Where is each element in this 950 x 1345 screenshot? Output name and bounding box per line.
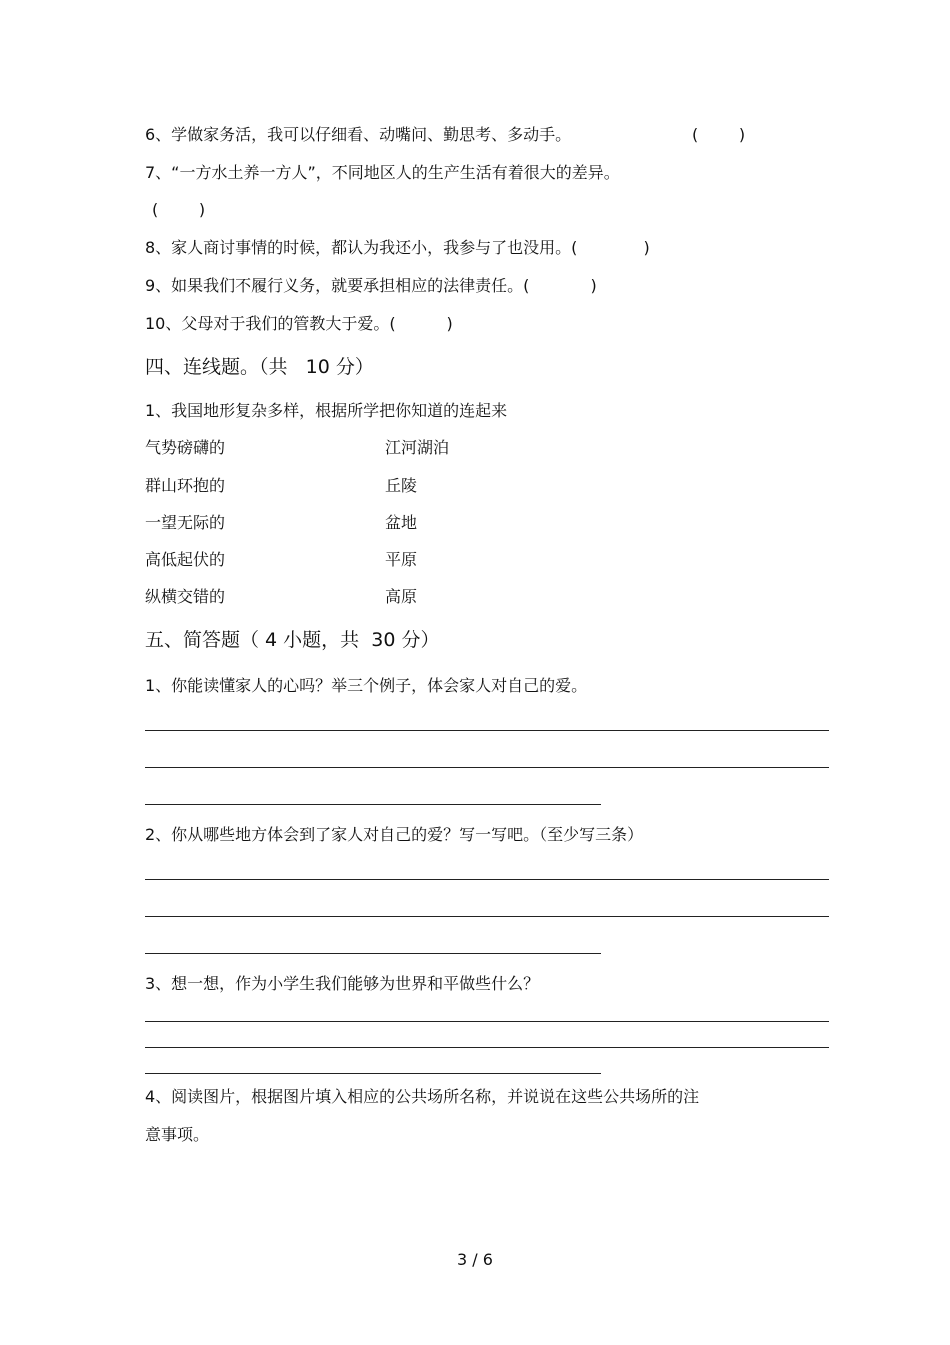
short-question-2: 2、你从哪些地方体会到了家人对自己的爱？写一写吧。（至少写三条）: [145, 825, 644, 844]
match-left-item: 纵横交错的: [145, 587, 226, 606]
answer-paren-7: ( ): [152, 200, 206, 219]
section-4-heading: 四、连线题。（共 10 分）: [145, 356, 374, 378]
answer-line[interactable]: [145, 767, 829, 768]
match-left-item: 群山环抱的: [145, 476, 226, 495]
answer-line[interactable]: [145, 1047, 829, 1048]
answer-line[interactable]: [145, 730, 829, 731]
answer-line[interactable]: [145, 1073, 601, 1074]
question-7: 7、“一方水土养一方人”，不同地区人的生产生活有着很大的差异。: [145, 163, 620, 182]
match-question-1: 1、我国地形复杂多样，根据所学把你知道的连起来: [145, 401, 508, 420]
answer-line[interactable]: [145, 804, 601, 805]
short-question-3: 3、想一想，作为小学生我们能够为世界和平做些什么？: [145, 974, 540, 993]
answer-line[interactable]: [145, 916, 829, 917]
match-right-item: 丘陵: [385, 476, 418, 495]
answer-line[interactable]: [145, 953, 601, 954]
page-number: 3 / 6: [457, 1250, 493, 1269]
match-right-item: 盆地: [385, 513, 418, 532]
question-6: 6、学做家务活，我可以仔细看、动嘴问、勤思考、多动手。: [145, 125, 572, 144]
answer-paren-6: ( ): [692, 125, 746, 144]
section-5-heading: 五、简答题（ 4 小题，共 30 分）: [145, 629, 440, 651]
question-9: 9、如果我们不履行义务，就要承担相应的法律责任。( ): [145, 276, 597, 295]
match-right-item: 高原: [385, 587, 418, 606]
question-10: 10、父母对于我们的管教大于爱。( ): [145, 314, 453, 333]
match-right-item: 江河湖泊: [385, 438, 450, 457]
match-right-item: 平原: [385, 550, 418, 569]
short-question-4: 4、阅读图片，根据图片填入相应的公共场所名称，并说说在这些公共场所的注: [145, 1087, 700, 1106]
match-left-item: 高低起伏的: [145, 550, 226, 569]
short-question-4-continued: 意事项。: [145, 1125, 210, 1144]
answer-line[interactable]: [145, 1021, 829, 1022]
short-question-1: 1、你能读懂家人的心吗？举三个例子，体会家人对自己的爱。: [145, 676, 588, 695]
match-left-item: 气势磅礴的: [145, 438, 226, 457]
match-left-item: 一望无际的: [145, 513, 226, 532]
answer-line[interactable]: [145, 879, 829, 880]
question-8: 8、家人商讨事情的时候，都认为我还小，我参与了也没用。( ): [145, 238, 650, 257]
